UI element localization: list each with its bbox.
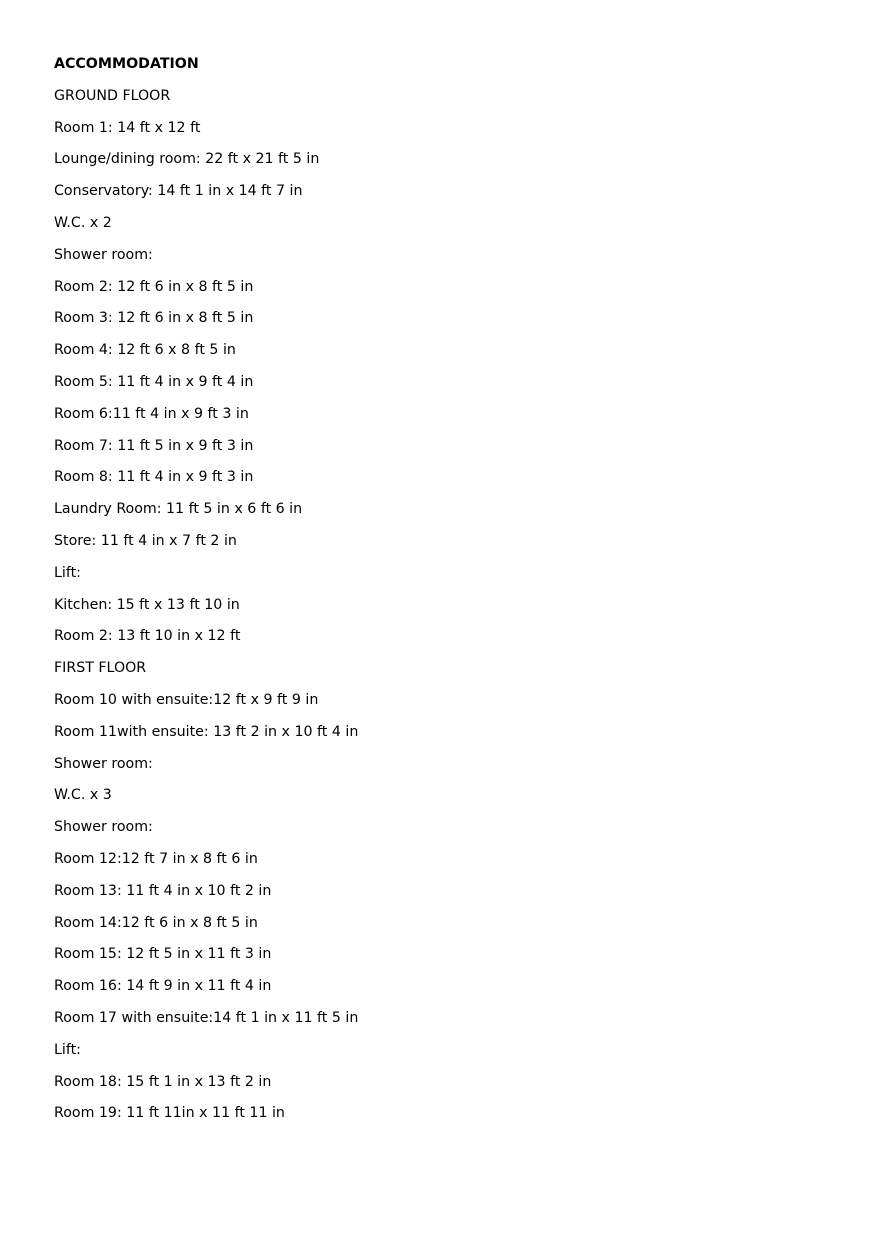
room-entry: Room 15: 12 ft 5 in x 11 ft 3 in xyxy=(54,946,272,963)
document-heading: ACCOMMODATION xyxy=(54,56,199,72)
room-entry: Room 7: 11 ft 5 in x 9 ft 3 in xyxy=(54,437,254,454)
room-entry: Room 8: 11 ft 4 in x 9 ft 3 in xyxy=(54,469,254,486)
room-entry: Room 2: 13 ft 10 in x 12 ft xyxy=(54,628,241,645)
room-entry: Room 1: 14 ft x 12 ft xyxy=(54,119,201,136)
room-entry: W.C. x 2 xyxy=(54,214,112,231)
room-entry: Shower room: xyxy=(54,755,153,772)
section-heading-first-floor: FIRST FLOOR xyxy=(54,660,147,677)
room-entry: Room 6:11 ft 4 in x 9 ft 3 in xyxy=(54,405,249,422)
accommodation-document xyxy=(54,49,834,1130)
room-entry: Room 19: 11 ft 11in x 11 ft 11 in xyxy=(54,1105,285,1122)
room-entry: Kitchen: 15 ft x 13 ft 10 in xyxy=(54,596,240,613)
room-entry: Lift: xyxy=(54,1041,81,1058)
room-entry: Room 2: 12 ft 6 in x 8 ft 5 in xyxy=(54,278,254,295)
room-entry: Room 3: 12 ft 6 in x 8 ft 5 in xyxy=(54,310,254,327)
room-entry: Room 14:12 ft 6 in x 8 ft 5 in xyxy=(54,914,258,931)
room-entry: Room 18: 15 ft 1 in x 13 ft 2 in xyxy=(54,1073,272,1090)
room-entry: Store: 11 ft 4 in x 7 ft 2 in xyxy=(54,532,237,549)
room-entry: Room 17 with ensuite:14 ft 1 in x 11 ft 5 in xyxy=(54,1009,359,1026)
room-entry: Lift: xyxy=(54,564,81,581)
room-entry: Laundry Room: 11 ft 5 in x 6 ft 6 in xyxy=(54,501,303,518)
room-entry: Room 16: 14 ft 9 in x 11 ft 4 in xyxy=(54,978,272,995)
room-entry: Room 4: 12 ft 6 x 8 ft 5 in xyxy=(54,342,236,359)
section-heading-ground-floor: GROUND FLOOR xyxy=(54,87,171,104)
room-entry: Room 5: 11 ft 4 in x 9 ft 4 in xyxy=(54,373,254,390)
room-entry: Shower room: xyxy=(54,819,153,836)
room-entry: Room 11with ensuite: 13 ft 2 in x 10 ft 4 in xyxy=(54,723,359,740)
room-entry: W.C. x 3 xyxy=(54,787,112,804)
room-entry: Room 13: 11 ft 4 in x 10 ft 2 in xyxy=(54,882,272,899)
room-entry: Conservatory: 14 ft 1 in x 14 ft 7 in xyxy=(54,183,303,200)
room-entry: Room 10 with ensuite:12 ft x 9 ft 9 in xyxy=(54,691,319,708)
room-entry: Lounge/dining room: 22 ft x 21 ft 5 in xyxy=(54,151,320,168)
room-entry: Shower room: xyxy=(54,246,153,263)
room-entry: Room 12:12 ft 7 in x 8 ft 6 in xyxy=(54,850,258,867)
